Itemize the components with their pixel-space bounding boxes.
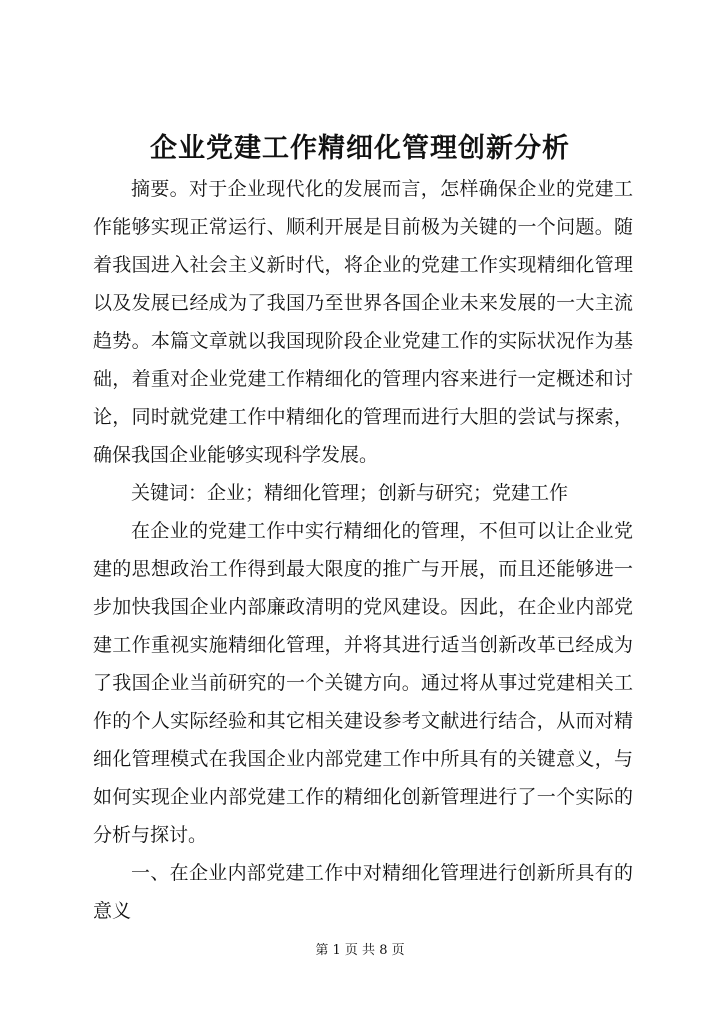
intro-paragraph: 在企业的党建工作中实行精细化的管理，不但可以让企业党建的思想政治工作得到最大限度的推广与开展，而且还能够进一步加快我国企业内部廉政清明的党风建设。因此，在企业内部党建工作重视实施精细化管理，并将其进行适当创新改革已经成为了我国企业当前研究的一个关键方向。通过将从事过党建相关工作的个人实际经验和其它相关建设参考文献进行结合，从而对精细化管理模式在我国企业内部党建工作中所具有的关键意义，与如何实现企业内部党建工作的精细化创新管理进行了一个实际的分析与探讨。 bbox=[93, 520, 633, 846]
section-heading: 一、在企业内部党建工作中对精细化管理进行创新所具有的意义 bbox=[93, 862, 633, 922]
abstract-paragraph: 摘要。对于企业现代化的发展而言，怎样确保企业的党建工作能够实现正常运行、顺利开展是目前极为关键的一个问题。随着我国进入社会主义新时代，将企业的党建工作实现精细化管理以及发展已经成为了我国乃至世界各国企业未来发展的一大主流趋势。本篇文章就以我国现阶段企业党建工作的实际状况作为基础，着重对企业党建工作精细化的管理内容来进行一定概述和讨论，同时就党建工作中精细化的管理而进行大胆的尝试与探索，确保我国企业能够实现科学发展。 bbox=[93, 178, 633, 466]
keywords-paragraph: 关键词：企业；精细化管理；创新与研究；党建工作 bbox=[131, 482, 569, 504]
document-body bbox=[93, 170, 633, 930]
page-footer: 第 1 页 共 8 页 bbox=[315, 943, 405, 958]
document-title: 企业党建工作精细化管理创新分析 bbox=[150, 133, 570, 164]
